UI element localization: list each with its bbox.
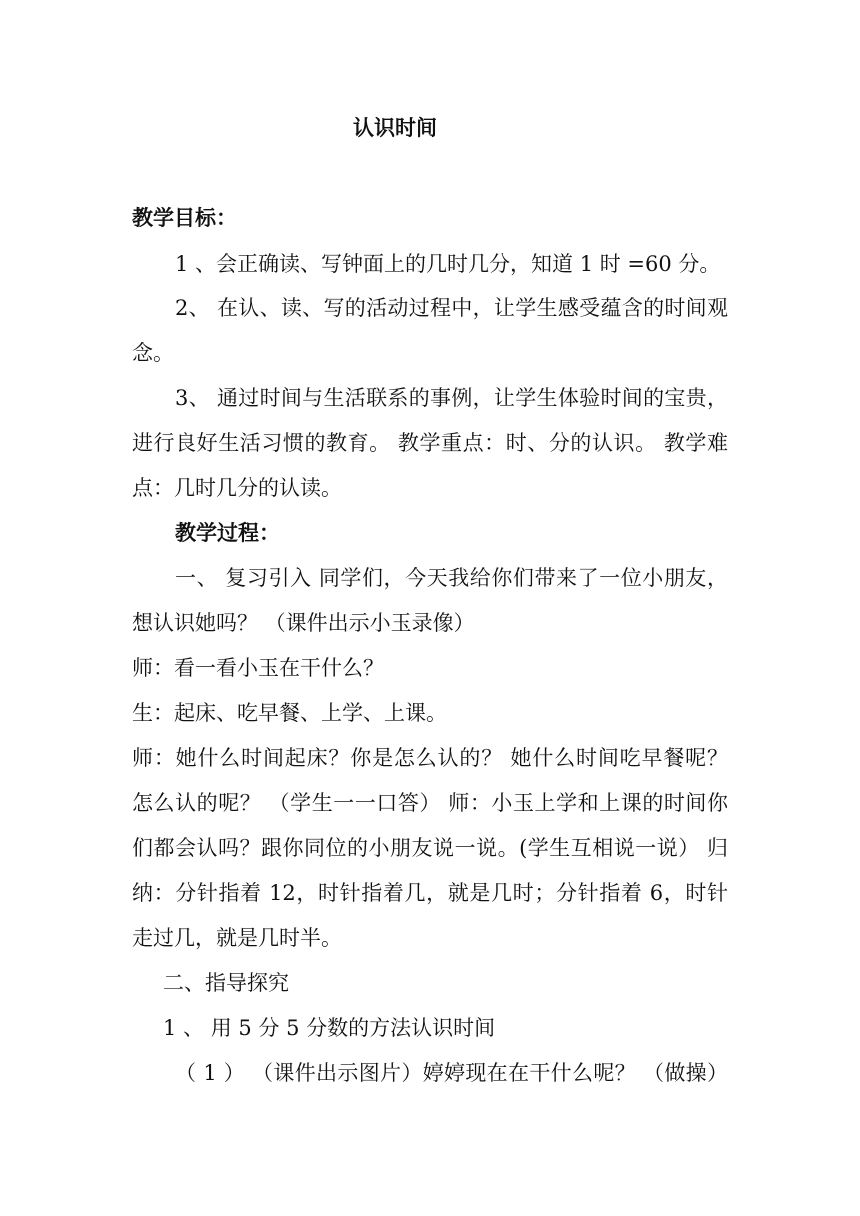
paragraph-line: 一、 复习引入 同学们，今天我给你们带来了一位小朋友， — [175, 566, 728, 590]
paragraph-line: （ 1 ） （课件出示图片）婷婷现在在干什么呢？ （做操） — [175, 1061, 728, 1085]
paragraph-line: 纳：分针指着 12，时针指着几，就是几时；分针指着 6，时针 — [132, 881, 728, 905]
paragraph-line: 师：她什么时间起床？你是怎么认的？ 她什么时间吃早餐呢？ — [132, 746, 728, 770]
paragraph-line: 怎么认的呢？ （学生一一口答） 师：小玉上学和上课的时间你 — [132, 791, 728, 815]
paragraph-line: 师：看一看小玉在干什么？ — [132, 656, 384, 680]
paragraph-line: 2、 在认、读、写的活动过程中，让学生感受蕴含的时间观 — [175, 296, 728, 320]
paragraph-line: 想认识她吗？ （课件出示小玉录像） — [132, 611, 475, 635]
paragraph-line: 1 、 用 5 分 5 分数的方法认识时间 — [163, 1016, 496, 1040]
document-title: 认识时间 — [353, 115, 437, 140]
paragraph-line: 1 、会正确读、写钟面上的几时几分，知道 1 时 =60 分。 — [175, 252, 721, 276]
section-heading-guidance: 二、指导探究 — [163, 971, 289, 995]
section-heading-process: 教学过程： — [175, 520, 280, 545]
paragraph-line: 点：几时几分的认读。 — [132, 476, 342, 500]
paragraph-line: 念。 — [132, 341, 174, 365]
paragraph-line: 们都会认吗？跟你同位的小朋友说一说。(学生互相说一说） 归 — [132, 836, 728, 860]
paragraph-line: 进行良好生活习惯的教育。 教学重点：时、分的认识。 教学难 — [132, 431, 728, 455]
paragraph-line: 3、 通过时间与生活联系的事例，让学生体验时间的宝贵， — [175, 386, 728, 410]
paragraph-line: 走过几，就是几时半。 — [132, 926, 342, 950]
section-heading-objectives: 教学目标： — [132, 205, 237, 230]
paragraph-line: 生：起床、吃早餐、上学、上课。 — [132, 701, 447, 725]
